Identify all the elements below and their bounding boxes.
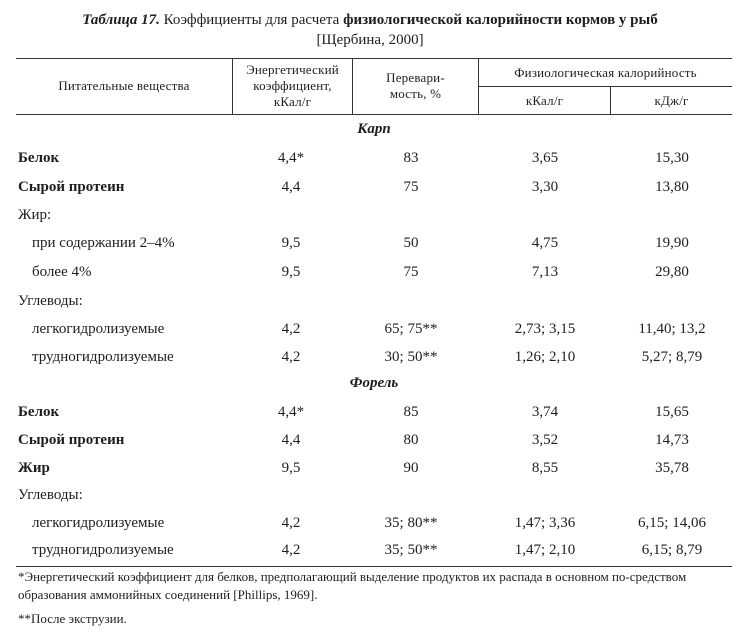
row-digest: 50 <box>403 235 419 251</box>
table-row <box>0 204 740 226</box>
row-name: Сырой протеин <box>18 179 125 195</box>
table-row <box>0 539 740 561</box>
table-row <box>0 318 740 340</box>
row-energy: 4,4 <box>281 432 301 448</box>
row-name: легкогидролизуемые <box>32 321 165 337</box>
row-kcal: 3,30 <box>531 179 559 195</box>
row-kcal: 1,47; 3,36 <box>514 515 576 531</box>
row-kj: 14,73 <box>655 432 689 448</box>
header-physio: Физиологическая калорийность <box>514 65 697 80</box>
row-kj: 6,15; 8,79 <box>641 542 703 558</box>
table-row <box>0 290 740 312</box>
row-name: при содержании 2–4% <box>32 235 175 251</box>
row-name: трудногидролизуемые <box>32 349 174 365</box>
row-digest: 90 <box>403 460 419 476</box>
row-kcal: 8,55 <box>531 460 559 476</box>
table-bottom-rule <box>16 566 732 567</box>
table-row <box>0 346 740 368</box>
row-kcal: 3,74 <box>531 404 559 420</box>
header-digest-line2: мость, % <box>389 86 442 101</box>
caption-bold-text: физиологической калорийности кормов у рыб <box>343 12 658 28</box>
row-digest: 85 <box>403 404 419 420</box>
table-row <box>0 512 740 534</box>
row-energy: 4,2 <box>281 515 301 531</box>
row-digest: 83 <box>403 150 419 166</box>
row-kcal: 7,13 <box>531 264 559 280</box>
row-kj: 29,80 <box>655 264 689 280</box>
caption-line-1 <box>20 10 720 30</box>
row-kj: 5,27; 8,79 <box>641 349 703 365</box>
row-kj: 13,80 <box>655 179 689 195</box>
row-name: Углеводы: <box>18 293 83 309</box>
row-kcal: 1,26; 2,10 <box>514 349 576 365</box>
header-digest-line1: Перевари- <box>386 70 445 85</box>
row-kcal: 3,52 <box>531 432 559 448</box>
row-kj: 11,40; 13,2 <box>638 321 706 337</box>
row-digest: 75 <box>403 179 419 195</box>
row-digest: 65; 75** <box>384 321 438 337</box>
row-digest: 35; 50** <box>384 542 438 558</box>
header-energy <box>233 62 352 110</box>
row-name: Жир <box>18 460 50 476</box>
header-digestibility <box>353 70 478 102</box>
row-kj: 15,30 <box>655 150 689 166</box>
row-digest: 75 <box>403 264 419 280</box>
table-row <box>0 484 740 506</box>
row-name: Жир: <box>18 207 52 223</box>
header-energy-line2: коэффициент, <box>253 78 332 93</box>
row-name: Белок <box>18 150 60 166</box>
table-row <box>0 429 740 451</box>
row-energy: 9,5 <box>281 235 301 251</box>
table-row <box>0 401 740 423</box>
row-energy: 4,4* <box>277 150 305 166</box>
table-row <box>0 457 740 479</box>
row-energy: 4,4 <box>281 179 301 195</box>
header-nutrients: Питательные вещества <box>58 78 190 93</box>
header-bottom-rule <box>16 114 732 115</box>
table-caption <box>20 10 720 50</box>
header-energy-line3: кКал/г <box>273 94 312 109</box>
physio-subheader-rule <box>478 86 732 87</box>
row-kj: 6,15; 14,06 <box>638 515 706 531</box>
section-title-carp: Карп <box>357 121 391 137</box>
row-kj: 35,78 <box>655 460 689 476</box>
footnote-1: *Энергетический коэффициент для белков, предполагающий выделение продуктов их распада в основном по-средством образования аммонийных соединений [Phillips, 1969]. <box>18 569 687 602</box>
table-top-rule <box>16 58 732 59</box>
caption-label: Таблица 17. <box>82 12 160 28</box>
table-row <box>0 147 740 169</box>
row-digest: 80 <box>403 432 419 448</box>
row-energy: 4,2 <box>281 542 301 558</box>
section-title-trout: Форель <box>349 375 399 391</box>
row-kj: 19,90 <box>655 235 689 251</box>
table-row <box>0 232 740 254</box>
caption-text: Коэффициенты для расчета <box>159 12 344 28</box>
caption-source: [Щербина, 2000] <box>316 32 424 48</box>
row-energy: 9,5 <box>281 264 301 280</box>
row-kcal: 3,65 <box>531 150 559 166</box>
row-kj: 15,65 <box>655 404 689 420</box>
row-name: Белок <box>18 404 60 420</box>
row-kcal: 2,73; 3,15 <box>514 321 576 337</box>
header-kj: кДж/г <box>654 93 689 108</box>
footnote-2: **После экструзии. <box>18 611 127 626</box>
row-energy: 4,4* <box>277 404 305 420</box>
row-name: трудногидролизуемые <box>32 542 174 558</box>
row-energy: 9,5 <box>281 460 301 476</box>
table-row <box>0 176 740 198</box>
row-energy: 4,2 <box>281 321 301 337</box>
row-name: легкогидролизуемые <box>32 515 165 531</box>
row-digest: 35; 80** <box>384 515 438 531</box>
row-kcal: 4,75 <box>531 235 559 251</box>
row-kcal: 1,47; 2,10 <box>514 542 576 558</box>
table-row <box>0 261 740 283</box>
row-energy: 4,2 <box>281 349 301 365</box>
row-name: Сырой протеин <box>18 432 125 448</box>
row-digest: 30; 50** <box>384 349 438 365</box>
header-energy-line1: Энергетический <box>246 62 339 77</box>
row-name: более 4% <box>32 264 92 280</box>
header-kcal: кКал/г <box>525 93 564 108</box>
row-name: Углеводы: <box>18 487 83 503</box>
